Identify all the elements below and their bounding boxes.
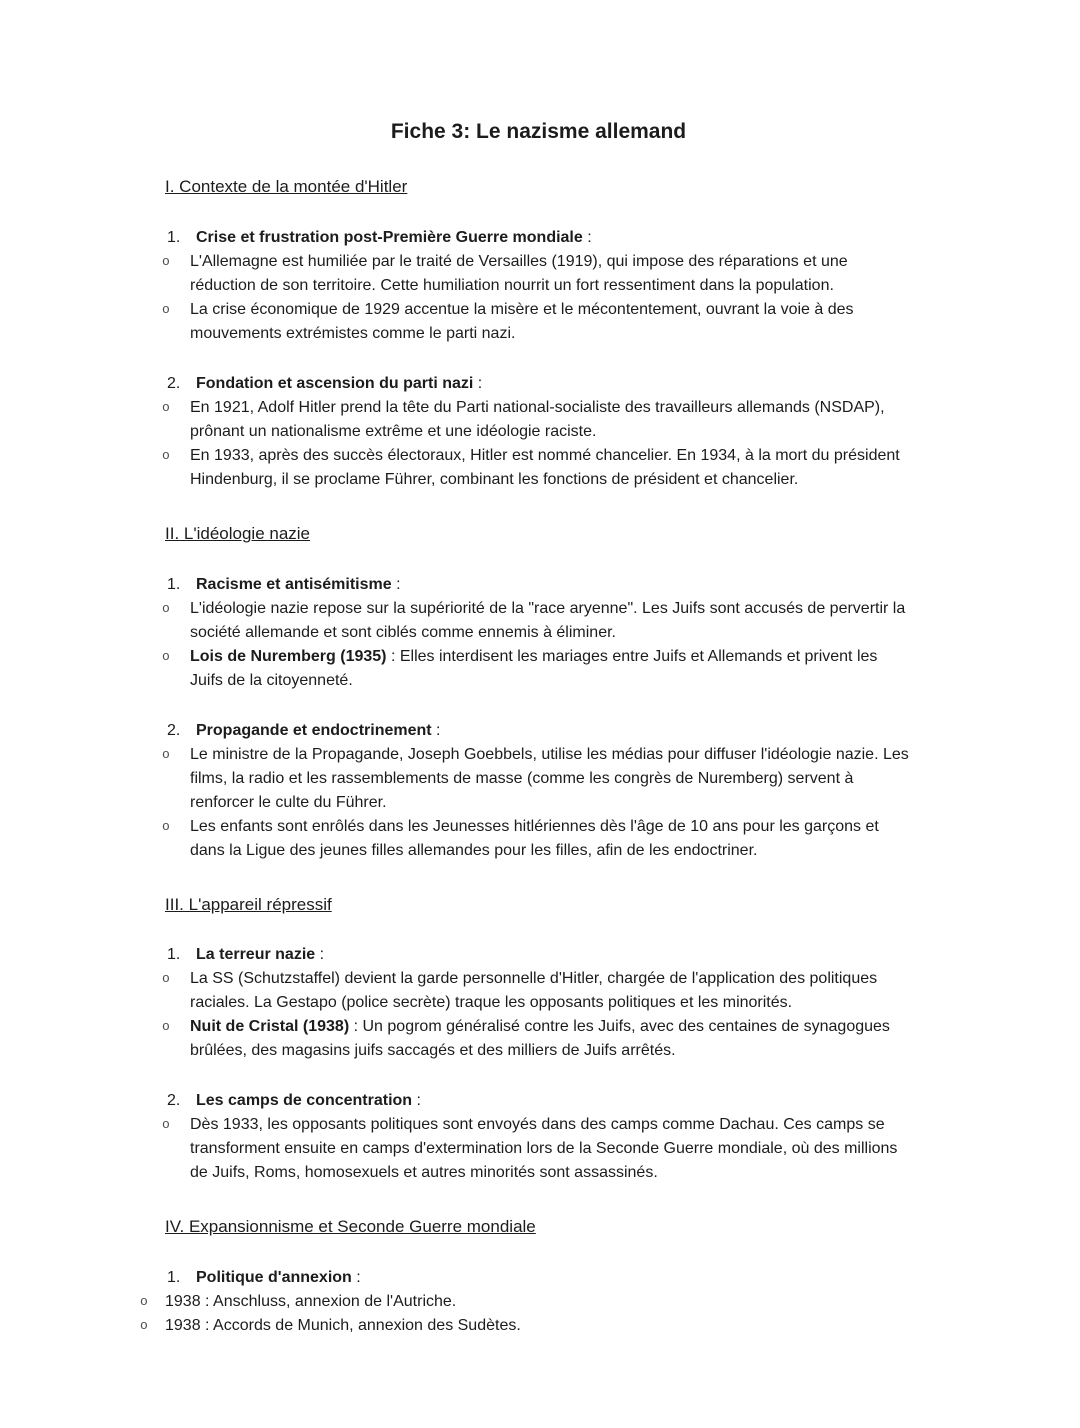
- bullet-body-text: 1938 : Anschluss, annexion de l'Autriche.: [165, 1292, 457, 1310]
- bullet-list: [162, 967, 912, 1063]
- list-item: [140, 1290, 912, 1314]
- bullet-body-text: : Un pogrom généralisé contre les Juifs, avec des centaines de synagogues brûlées, des magasins juifs saccagés et des milliers de Juifs arrêtés.: [190, 1018, 890, 1060]
- bullet-text: [190, 301, 854, 342]
- bullet-body-text: Les enfants sont enrôlés dans les Jeunesses hitlériennes dès l'âge de 10 ans pour les garçons et dans la Ligue des jeunes filles allemandes pour les filles, afin de les endoctriner.: [190, 817, 879, 859]
- item-number: 2.: [167, 1092, 181, 1110]
- list-item: [162, 743, 912, 815]
- item-label: Politique d'annexion: [196, 1268, 352, 1286]
- bullet-body-text: L'Allemagne est humiliée par le traité de Versailles (1919), qui impose des réparations et une réduction de son territoire. Cette humiliation nourrit un fort ressentiment dans la population.: [190, 252, 848, 294]
- bullet-text: [190, 1116, 897, 1181]
- item-suffix: :: [351, 1268, 361, 1286]
- item-label: Crise et frustration post-Première Guerre mondiale: [196, 228, 583, 246]
- bullet-body-text: L'idéologie nazie repose sur la supériorité de la "race aryenne". Les Juifs sont accusés de pervertir la société allemande et sont ciblés comme ennemis à éliminer.: [190, 599, 906, 641]
- bullet-circle-icon: o: [162, 301, 170, 317]
- bullet-circle-icon: o: [162, 253, 170, 269]
- bullet-list: [162, 743, 912, 863]
- item-label: Les camps de concentration: [196, 1092, 413, 1110]
- bullet-body-text: En 1933, après des succès électoraux, Hitler est nommé chancelier. En 1934, à la mort du président Hindenburg, il se proclame Führer, combinant les fonctions de président et chancelier.: [190, 446, 900, 488]
- item-suffix: :: [473, 374, 483, 392]
- item-number: 1.: [167, 1268, 181, 1286]
- bullet-text: [165, 1293, 456, 1310]
- section-heading-1: I. Contexte de la montée d'Hitler: [165, 177, 408, 197]
- bullet-list: [162, 1113, 912, 1185]
- numbered-item: [165, 573, 912, 597]
- bullet-text: [190, 1018, 890, 1059]
- item-number: 1.: [167, 946, 181, 964]
- list-item: [162, 250, 912, 298]
- bullet-circle-icon: o: [162, 648, 170, 664]
- item-suffix: :: [431, 721, 441, 739]
- list-item: [162, 1113, 912, 1185]
- bullet-body-text: La SS (Schutzstaffel) devient la garde personnelle d'Hitler, chargée de l'application des politiques raciales. La Gestapo (police secrète) traque les opposants politiques et les minorités.: [190, 970, 878, 1012]
- bullet-text: [190, 746, 909, 811]
- list-item: [162, 967, 912, 1015]
- bullet-text: [190, 648, 877, 689]
- list-item: [162, 597, 912, 645]
- item-label: Fondation et ascension du parti nazi: [196, 374, 474, 392]
- bullet-circle-icon: o: [162, 1019, 170, 1035]
- bullet-body-text: : Elles interdisent les mariages entre Juifs et Allemands et privent les Juifs de la citoyenneté.: [190, 647, 878, 689]
- bullet-list: [140, 1290, 912, 1338]
- bullet-circle-icon: o: [162, 746, 170, 762]
- item-suffix: :: [412, 1092, 421, 1110]
- bullet-circle-icon: o: [162, 818, 170, 834]
- item-number: 1.: [167, 575, 181, 593]
- item-number: 1.: [167, 228, 181, 246]
- bullet-text: [190, 253, 848, 294]
- list-item: [162, 1015, 912, 1063]
- bullet-text: [190, 447, 900, 488]
- section-heading-2: II. L'idéologie nazie: [165, 523, 311, 543]
- list-item: [162, 396, 912, 444]
- item-number: 2.: [167, 374, 181, 392]
- bullet-circle-icon: o: [162, 1117, 170, 1133]
- bullet-list: [162, 250, 912, 346]
- bullet-list: [162, 396, 912, 492]
- bullet-bold-text: Nuit de Cristal (1938): [190, 1018, 350, 1036]
- bullet-body-text: Le ministre de la Propagande, Joseph Goebbels, utilise les médias pour diffuser l'idéologie nazie. Les films, la radio et les rassemblements de masse (comme les congrès de Nuremberg) servent à renforcer le culte du Führer.: [190, 745, 909, 811]
- list-item: [162, 298, 912, 346]
- bullet-circle-icon: o: [140, 1293, 148, 1309]
- bullet-circle-icon: o: [162, 447, 170, 463]
- bullet-body-text: La crise économique de 1929 accentue la misère et le mécontentement, ouvrant la voie à des mouvements extrémistes comme le parti nazi.: [190, 300, 854, 342]
- list-item: [162, 444, 912, 492]
- bullet-circle-icon: o: [140, 1317, 148, 1333]
- bullet-list: [162, 597, 912, 693]
- bullet-text: [190, 399, 885, 440]
- numbered-item: [165, 943, 912, 967]
- numbered-item: [165, 226, 912, 250]
- numbered-item: [165, 1266, 912, 1290]
- bullet-text: [190, 970, 877, 1011]
- bullet-text: [190, 600, 905, 641]
- document-title: Fiche 3: Le nazisme allemand: [390, 120, 687, 143]
- list-item: [162, 645, 912, 693]
- numbered-item: [165, 372, 912, 396]
- section-heading-4: IV. Expansionnisme et Seconde Guerre mondiale: [165, 1217, 536, 1237]
- bullet-circle-icon: o: [162, 399, 170, 415]
- bullet-bold-text: Lois de Nuremberg (1935): [190, 647, 387, 665]
- bullet-body-text: Dès 1933, les opposants politiques sont envoyés dans des camps comme Dachau. Ces camps se transforment ensuite en camps d'extermination lors de la Seconde Guerre mondiale, où des millions de Juifs, Roms, homosexuels et autres minorités sont assassinés.: [190, 1116, 898, 1182]
- bullet-body-text: En 1921, Adolf Hitler prend la tête du Parti national-socialiste des travailleurs allemands (NSDAP), prônant un nationalisme extrême et une idéologie raciste.: [190, 398, 885, 440]
- item-label: Racisme et antisémitisme: [196, 575, 392, 593]
- bullet-circle-icon: o: [162, 971, 170, 987]
- numbered-item: [165, 719, 912, 743]
- bullet-body-text: 1938 : Accords de Munich, annexion des Sudètes.: [165, 1316, 521, 1334]
- item-number: 2.: [167, 721, 181, 739]
- list-item: [162, 815, 912, 863]
- item-label: La terreur nazie: [196, 946, 316, 964]
- item-suffix: :: [391, 575, 401, 593]
- numbered-item: [165, 1089, 912, 1113]
- bullet-text: [190, 818, 879, 859]
- item-suffix: :: [315, 946, 325, 964]
- item-suffix: :: [582, 228, 592, 246]
- bullet-circle-icon: o: [162, 600, 170, 616]
- list-item: [140, 1314, 912, 1338]
- section-heading-3: III. L'appareil répressif: [165, 894, 332, 914]
- item-label: Propagande et endoctrinement: [196, 721, 432, 739]
- bullet-text: [165, 1317, 521, 1334]
